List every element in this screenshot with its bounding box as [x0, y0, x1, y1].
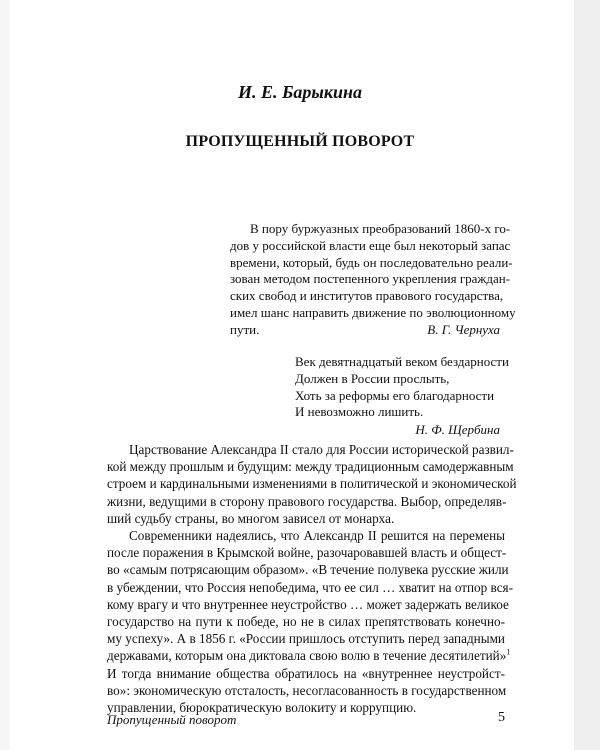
paragraph-2-line: Современники надеялись, что Александр II решится на перемены	[129, 528, 505, 544]
epigraph-prose-attribution: В. Г. Чернуха	[427, 322, 500, 337]
epigraph-line: пути.	[230, 321, 260, 337]
paragraph-1-line: строем и кардинальными изменениями в политической и экономической	[107, 476, 517, 492]
paragraph-1-line: кой между прошлым и будущим: между традиционным самодержавным	[107, 459, 514, 475]
paragraph-2-line: во»: экономическую отсталость, несогласованность в государственном	[107, 682, 507, 698]
epigraph-line: ских свобод и институтов правового государства,	[230, 288, 504, 304]
epigraph-poem	[295, 354, 509, 421]
paragraph-2-line-text: державами, которым она диктовала свою волю в течение десятилетий»	[107, 648, 507, 664]
paragraph-2-line-with-footnote	[107, 647, 511, 664]
page-edge-right	[574, 0, 600, 750]
running-footer-title: Пропущенный поворот	[107, 712, 237, 727]
epigraph-line: зован методом постепенного укрепления граждан-	[230, 271, 511, 287]
footnote-marker[interactable]: 1	[506, 648, 511, 658]
epigraph-prose	[230, 221, 516, 339]
paragraph-2-line: в убеждении, что Россия непобедима, что ее сил … хватит на отпор вся-	[107, 579, 514, 595]
epigraph-line: дов у российской власти еще был некоторый запас	[230, 237, 511, 253]
paragraph-2-line: кому врагу и что внутреннее неустройство … может задержать великое	[107, 596, 509, 612]
page-edge-left	[0, 0, 10, 750]
poem-line: Должен в России прослыть,	[295, 370, 450, 386]
poem-line: И невозможно лишить.	[295, 404, 424, 420]
paragraph-1-line: Царствование Александра II стало для России исторической развил-	[129, 442, 514, 457]
epigraph-line: имел шанс направить движение по эволюционному	[230, 304, 516, 320]
paragraph-1-line: жизни, ведущими в сторону правового государства. Выбор, определяв-	[107, 493, 507, 509]
poem-line: Век девятнадцатый веком бездарности	[295, 354, 509, 369]
body-text	[107, 441, 517, 716]
paragraph-2-line: управлении, бюрократическую волокиту и коррупцию.	[107, 700, 417, 716]
paragraph-2-line: во «самым потрясающим образом». «В течение полувека русские жили	[107, 562, 509, 578]
paragraph-1-line: ший судьбу страны, во многом зависел от монарха.	[107, 510, 395, 526]
poem-line: Хоть за реформы его благодарности	[295, 387, 495, 403]
author-name: И. Е. Барыкина	[237, 82, 363, 102]
epigraph-line: времени, который, будь он последовательно реали-	[230, 254, 513, 270]
page-number: 5	[498, 710, 505, 725]
paragraph-2-line: И тогда внимание общества обратилось на «внутреннее неустройст-	[107, 665, 505, 681]
epigraph-poem-attribution: Н. Ф. Щербина	[415, 422, 500, 437]
paragraph-2-line: после поражения в Крымской войне, разочаровавшей власть и общест-	[107, 545, 507, 561]
paragraph-2-line: государство на пути к победе, но не в силах препятствовать конечно-	[107, 614, 505, 630]
chapter-title: ПРОПУЩЕННЫЙ ПОВОРОТ	[185, 133, 415, 150]
epigraph-line: В пору буржуазных преобразований 1860-х го-	[250, 221, 511, 236]
paragraph-2-line: му успеху». А в 1856 г. «России пришлось отступить перед западными	[107, 631, 505, 647]
